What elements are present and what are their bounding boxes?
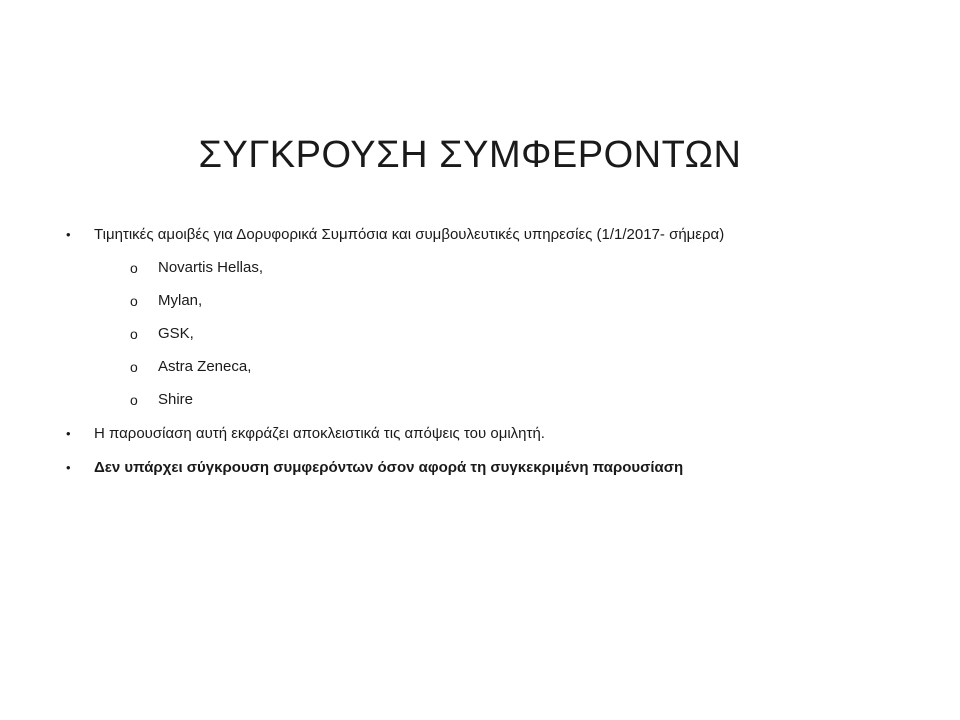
- bullet-item-honoraria: [66, 224, 926, 411]
- sub-bullet-marker: o: [130, 359, 138, 375]
- company-item: [94, 389, 926, 411]
- company-item: [94, 290, 926, 312]
- bullet-text: Τιμητικές αμοιβές για Δορυφορικά Συμπόσια και συμβουλευτικές υπηρεσίες (1/1/2017- σήμερα): [94, 226, 725, 243]
- company-item: [94, 257, 926, 279]
- sub-bullet-marker: o: [130, 392, 138, 408]
- slide-title: ΣΥΓΚΡΟΥΣΗ ΣΥΜΦΕΡΟΝΤΩΝ: [198, 134, 742, 176]
- bullet-marker: •: [66, 426, 71, 441]
- sub-bullet-marker: o: [130, 260, 138, 276]
- bullet-text: Η παρουσίαση αυτή εκφράζει αποκλειστικά τις απόψεις του ομιλητή.: [94, 425, 545, 442]
- company-name: Astra Zeneca,: [158, 358, 252, 375]
- company-item: [94, 323, 926, 345]
- bullet-text: Δεν υπάρχει σύγκρουση συμφερόντων όσον αφορά τη συγκεκριμένη παρουσίαση: [94, 459, 684, 476]
- company-name: GSK,: [158, 325, 194, 342]
- company-name: Shire: [158, 391, 194, 408]
- sub-bullet-marker: o: [130, 293, 138, 309]
- bullet-item-no-conflict: [66, 457, 926, 479]
- bullet-item-disclaimer: [66, 423, 926, 445]
- bullet-list: [66, 224, 926, 479]
- sub-bullet-marker: o: [130, 326, 138, 342]
- company-list: [94, 257, 926, 411]
- company-item: [94, 356, 926, 378]
- company-name: Mylan,: [158, 292, 203, 309]
- bullet-marker: •: [66, 227, 71, 242]
- company-name: Novartis Hellas,: [158, 259, 264, 276]
- bullet-marker: •: [66, 460, 71, 475]
